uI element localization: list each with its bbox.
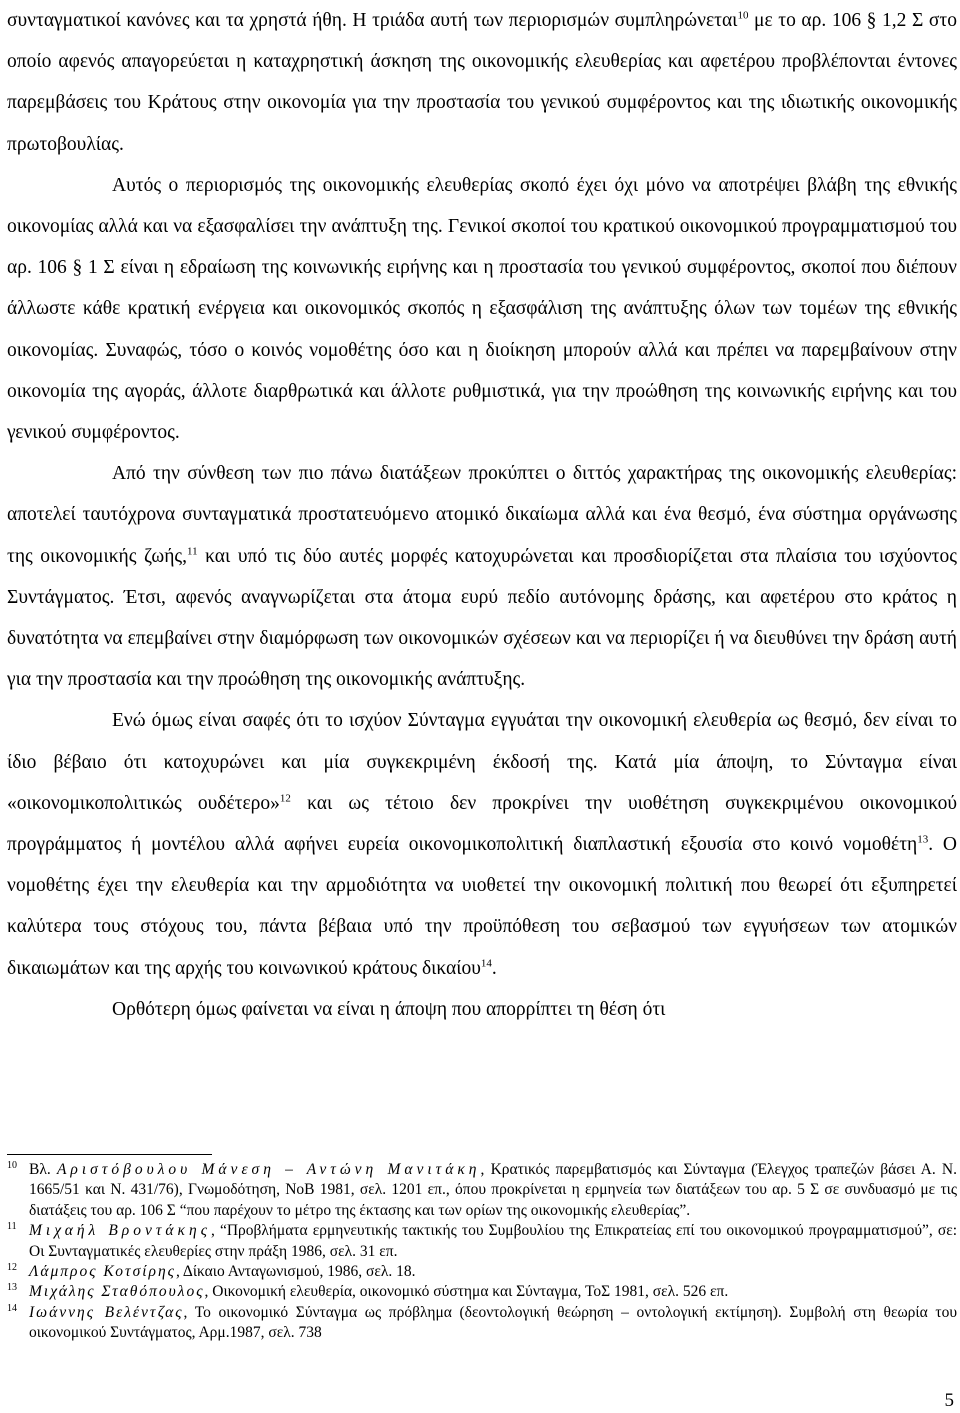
paragraph-4-text-d: .	[491, 957, 497, 979]
footnote-text: , Οικονομική ελευθερία, οικονομικό σύστημα και Σύνταγμα, ΤοΣ 1981, σελ. 526 επ.	[204, 1283, 729, 1301]
paragraph-3-text-b: και υπό τις δύο αυτές μορφές κατοχυρώνεται και προσδιορίζεται στα πλαίσια του ισχύοντος Συντάγματος. Έτσι, αφενός αναγνωρίζεται στα άτομα ευρύ πεδίο αυτόνομης δράσης, και αφετέρου στο κράτος η δυνατότητα να επεμβαίνει στην διαμόρφωση των οικονομικών σχέσεων και να περιορίζει ή να διευθύνει την δράση αυτή για την προστασία και την προώθηση της οικονομικής ανάπτυξης.	[7, 545, 957, 691]
paragraph-1-text-a: συνταγματικοί κανόνες και τα χρηστά ήθη. Η τριάδα αυτή των περιορισμών συμπληρώνεται	[7, 10, 738, 31]
footnote-number: 10	[7, 1160, 17, 1171]
paragraph-2: Αυτός ο περιορισμός της οικονομικής ελευθερίας σκοπό έχει όχι μόνο να αποτρέψει βλάβη της εθνικής οικονομίας αλλά και να εξασφαλίσει την ανάπτυξη της. Γενικοί σκοποί του κρατικού οικονομικού προγραμματισμού του αρ. 106 § 1 Σ είναι η εδραίωση της κοινωνικής ειρήνης και η προστασία του γενικού συμφέροντος, σκοποί που διέπουν άλλωστε κάθε κρατική ενέργεια και οικονομικός σκοπός η εξασφάλιση της ανάπτυξης όλων των τομέων της εθνικής οικονομίας. Συναφώς, τόσο ο κοινός νομοθέτης όσο και η διοίκηση μπορούν αλλά και πρέπει να παρεμβαίνουν στην οικονομία της αγοράς, άλλοτε διαρθρωτικά και άλλοτε ρυθμιστικά, για την προώθηση της κοινωνικής ειρήνης και του γενικού συμφέροντος.	[7, 174, 957, 444]
main-text	[7, 0, 957, 1030]
paragraph-4	[7, 700, 957, 988]
page-number: 5	[944, 1390, 954, 1411]
footnote-author: Μιχαήλ Βροντάκης	[29, 1222, 211, 1240]
footnote-10	[7, 1160, 957, 1221]
footnote-author: Μιχάλης Σταθόπουλος	[29, 1283, 205, 1301]
footnote-ref-13: 13	[917, 833, 929, 846]
paragraph-5: Ορθότερη όμως φαίνεται να είναι η άποψη που απορρίπτει τη θέση ότι	[112, 998, 666, 1020]
footnote-number: 11	[7, 1221, 17, 1233]
paragraph-3-text-a: Από την σύνθεση των πιο πάνω διατάξεων προκύπτει ο διττός χαρακτήρας της οικονομικής ελευθερίας: αποτελεί ταυτόχρονα συνταγματικά προστατευόμενο ατομικό δικαίωμα αλλά και ένα θεσμό, ένα σύστημα οργάνωσης της οικονομικής ζωής,	[7, 463, 957, 567]
footnote-text: , “Προβλήματα ερμηνευτικής τακτικής του Συμβουλίου της Επικρατείας επί του οικονομικού προγραμματισμού”, σε: Οι Συνταγματικές ελευθερίες στην πράξη 1986, σελ. 31 επ.	[29, 1222, 958, 1260]
footnote-13	[7, 1282, 957, 1302]
footnote-separator	[7, 1154, 212, 1155]
footnote-number: 12	[7, 1262, 17, 1274]
footnote-number: 14	[7, 1302, 17, 1314]
footnote-author: Ιωάννης Βελέντζας	[29, 1303, 184, 1321]
footnote-text: , Δίκαιο Ανταγωνισμού, 1986, σελ. 18.	[175, 1263, 416, 1281]
footnote-text: , Κρατικός παρεμβατισμός και Σύνταγμα (Έλεγχος τραπεζών βάσει Α. Ν. 1665/51 και Ν. 431/76), Γνωμοδότηση, ΝοΒ 1981, σελ. 1201 επ., όπου προκρίνεται η ερμηνεία των διατάξεων του αρ. 5 Σ σε συνδυασμό με τις διατάξεις του αρ. 106 Σ “που παρέχουν το μέτρο της έκτασης και των ορίων της οικονομικής ελευθερίας”.	[29, 1161, 957, 1219]
paragraph-4-text-c: . Ο νομοθέτης έχει την ελευθερία και την αρμοδιότητα να υιοθετεί την οικονομική πολιτική που θεωρεί ότι εξυπηρετεί καλύτερα τους στόχους του, πάντα βέβαια υπό την προϋπόθεση του σεβασμού των εγγυήσεων των ατομικών δικαιωμάτων και της αρχής του κοινωνικού κράτους δικαίου	[7, 834, 957, 979]
document-page	[7, 0, 957, 1030]
footnote-ref-10: 10	[737, 9, 749, 22]
footnote-ref-12: 12	[279, 792, 291, 805]
paragraph-3	[7, 453, 957, 700]
paragraph-4-text-b: και ως τέτοιο δεν προκρίνει την υιοθέτηση συγκεκριμένου οικονομικού προγράμματος ή μοντέλου αλλά αφήνει ευρεία οικονομικοπολιτική διαπλαστική εξουσία στο κοινό νομοθέτη	[7, 792, 958, 856]
footnote-14	[7, 1303, 957, 1344]
footnote-12	[7, 1262, 957, 1282]
paragraph-1	[7, 0, 957, 165]
footnote-number: 13	[7, 1282, 17, 1294]
footnote-text: , Το οικονομικό Σύνταγμα ως πρόβλημα (δεοντολογική θεώρηση – οντολογική εκτίμηση). Συμβολή στη θεωρία του οικονομικού Συντάγματος, Αρμ.1987, σελ. 738	[29, 1303, 957, 1342]
paragraph-1-text-b: με το αρ. 106 § 1,2 Σ στο οποίο αφενός απαγορεύεται η καταχρηστική άσκηση της οικονομικής ελευθερίας και αφετέρου προβλέπονται έντονες παρεμβάσεις του Κράτους στην οικονομία για την προστασία του γενικού συμφέροντος και της ιδιωτικής οικονομικής πρωτοβουλίας.	[7, 10, 958, 155]
footnote-author: Αριστόβουλου Μάνεση – Αντώνη Μανιτάκη	[56, 1161, 481, 1178]
footnotes	[7, 1160, 957, 1344]
footnote-11	[7, 1221, 957, 1262]
footnote-ref-14: 14	[480, 957, 492, 970]
footnote-prefix: Βλ.	[29, 1161, 57, 1178]
footnote-author: Λάμπρος Κοτσίρης	[29, 1263, 176, 1281]
paragraph-4-text-a: Ενώ όμως είναι σαφές ότι το ισχύον Σύνταγμα εγγυάται την οικονομική ελευθερία ως θεσμό, δεν είναι το ίδιο βέβαιο ότι κατοχυρώνει και μία συγκεκριμένη έκδοσή της. Κατά μία άποψη, το Σύνταγμα είναι «οικονομικοπολιτικώς ουδέτερο»	[7, 710, 957, 814]
footnote-ref-11: 11	[187, 545, 198, 558]
